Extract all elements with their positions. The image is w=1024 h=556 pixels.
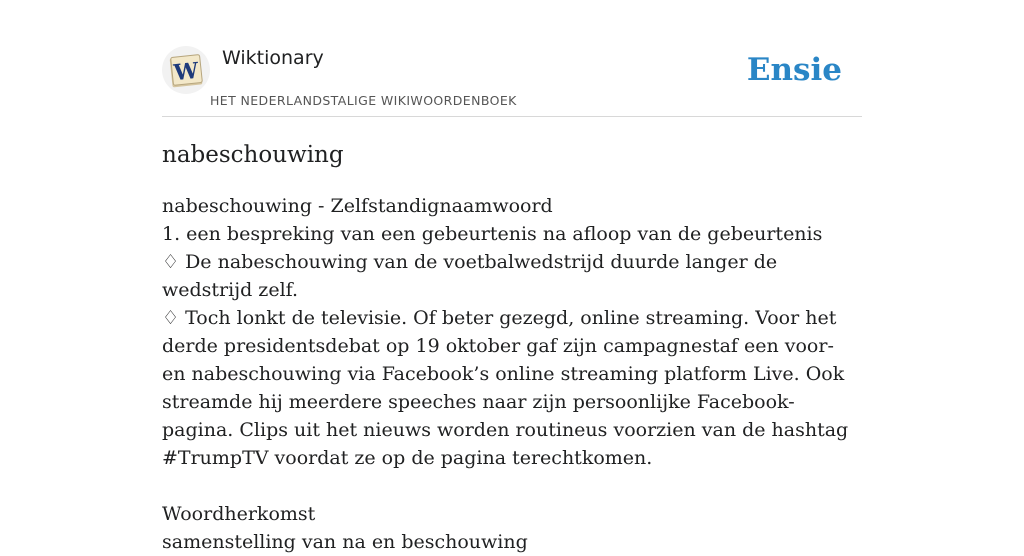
brand-logo-link[interactable]: Ensie: [746, 52, 842, 88]
site-tagline: HET NEDERLANDSTALIGE WIKIWOORDENBOEK: [210, 93, 517, 108]
site-name[interactable]: Wiktionary: [222, 47, 324, 69]
page-title: nabeschouwing: [162, 142, 344, 168]
etymology-heading: Woordherkomst: [162, 503, 316, 525]
spacer: [162, 472, 862, 500]
entry-content: [162, 192, 862, 556]
example-sentence: ♢ Toch lonkt de televisie. Of beter gezegd, online streaming. Voor het derde presidentsdebat op 19 oktober gaf zijn campagnestaf een voor- en nabeschouwing via Facebook’s online streaming platform Live. Ook streamde hij meerdere speeches naar zijn persoonlijke Facebook-pagina. Clips uit het nieuws worden routineus voorzien van de hashtag #TrumpTV voordat ze op de pagina terechtkomen.: [162, 307, 849, 469]
site-header: [162, 0, 862, 117]
part-of-speech-line: nabeschouwing - Zelfstandignaamwoord: [162, 195, 553, 217]
etymology-text: samenstelling van na en beschouwing: [162, 531, 528, 553]
logo-letter: W: [172, 57, 200, 87]
wiktionary-logo-icon[interactable]: [162, 46, 210, 94]
definition: 1. een bespreking van een gebeurtenis na afloop van de gebeurtenis: [162, 223, 823, 245]
example-sentence: ♢ De nabeschouwing van de voetbalwedstrijd duurde langer de wedstrijd zelf.: [162, 251, 778, 301]
